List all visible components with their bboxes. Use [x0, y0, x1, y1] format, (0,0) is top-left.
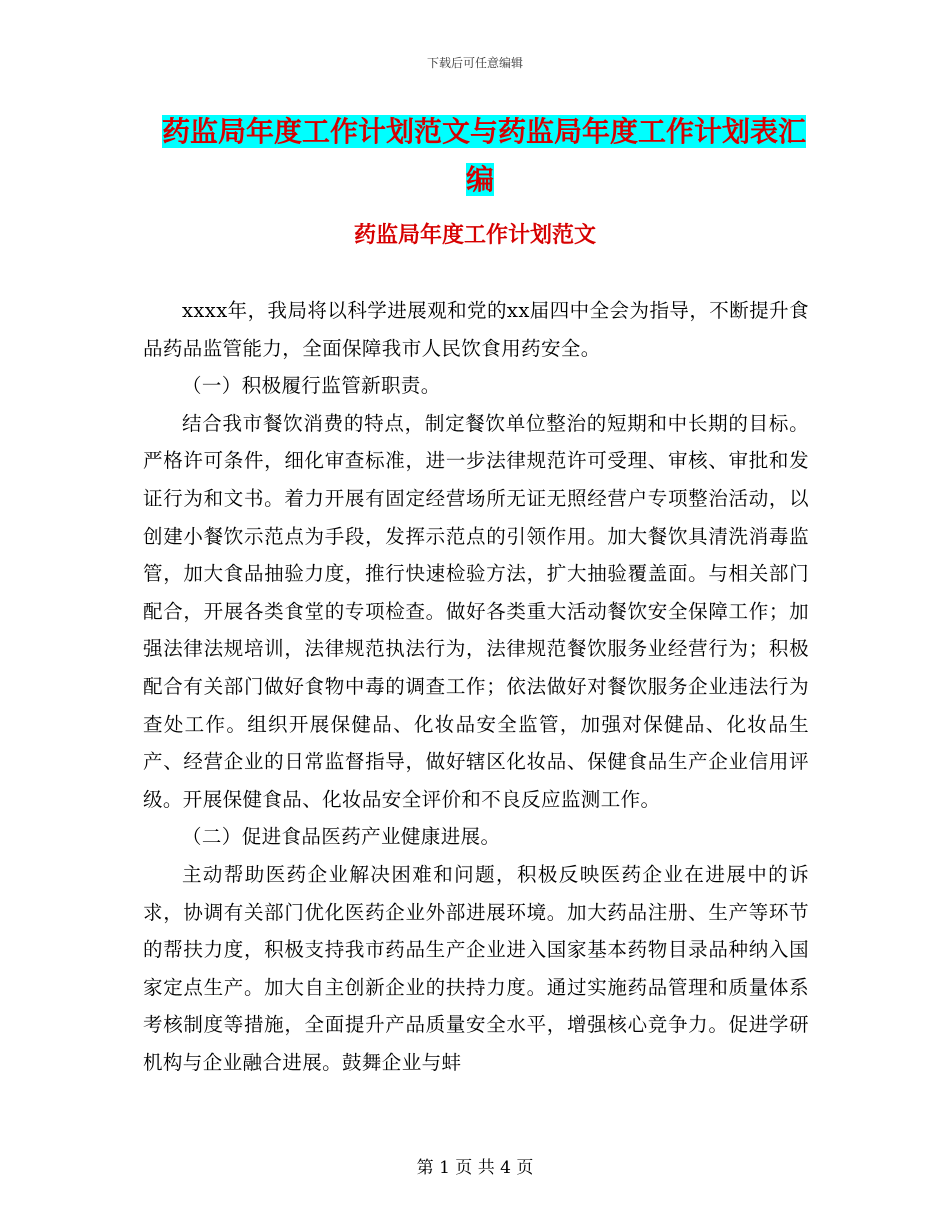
document-title-line-2-text: 编: [465, 163, 494, 196]
document-title-line-1: [140, 108, 820, 156]
paragraph-industry: 主动帮助医药企业解决困难和问题，积极反映医药企业在进展中的诉求，协调有关部门优化医药企业外部进展环境。加大药品注册、生产等环节的帮扶力度，积极支持我市药品生产企业进入国家基本药物目录品种纳入国家定点生产。加大自主创新企业的扶持力度。通过实施药品管理和质量体系考核制度等措施，全面提升产品质量安全水平，增强核心竞争力。促进学研机构与企业融合进展。鼓舞企业与蚌: [143, 862, 809, 1074]
paragraph-intro: xxxx年，我局将以科学进展观和党的xx届四中全会为指导，不断提升食品药品监管能力，全面保障我市人民饮食用药安全。: [143, 299, 809, 360]
page-header-note: 下载后可任意编辑: [426, 56, 523, 70]
document-title-line-2: [140, 156, 820, 204]
section-title: 药监局年度工作计划范文: [353, 223, 596, 248]
paragraph-heading-1: （一）积极履行监管新职责。: [182, 374, 441, 398]
document-title: [140, 108, 820, 204]
page-number-footer: 第 1 页 共 4 页: [416, 1158, 534, 1178]
document-title-line-1-text: 药监局年度工作计划范文与药监局年度工作计划表汇: [161, 115, 806, 148]
document-body: [143, 292, 809, 1081]
paragraph-supervision: 结合我市餐饮消费的特点，制定餐饮单位整治的短期和中长期的目标。严格许可条件，细化审查标准，进一步法律规范许可受理、审核、审批和发证行为和文书。着力开展有固定经营场所无证无照经营户专项整治活动，以创建小餐饮示范点为手段，发挥示范点的引领作用。加大餐饮具清洗消毒监管，加大食品抽验力度，推行快速检验方法，扩大抽验覆盖面。与相关部门配合，开展各类食堂的专项检查。做好各类重大活动餐饮安全保障工作；加强法律法规培训，法律规范执法行为，法律规范餐饮服务业经营行为；积极配合有关部门做好食物中毒的调查工作；依法做好对餐饮服务企业违法行为查处工作。组织开展保健品、化妆品安全监管，加强对保健品、化妆品生产、经营企业的日常监督指导，做好辖区化妆品、保健食品生产企业信用评级。开展保健食品、化妆品安全评价和不良反应监测工作。: [143, 411, 809, 811]
paragraph-heading-2: （二）促进食品医药产业健康进展。: [182, 825, 501, 849]
